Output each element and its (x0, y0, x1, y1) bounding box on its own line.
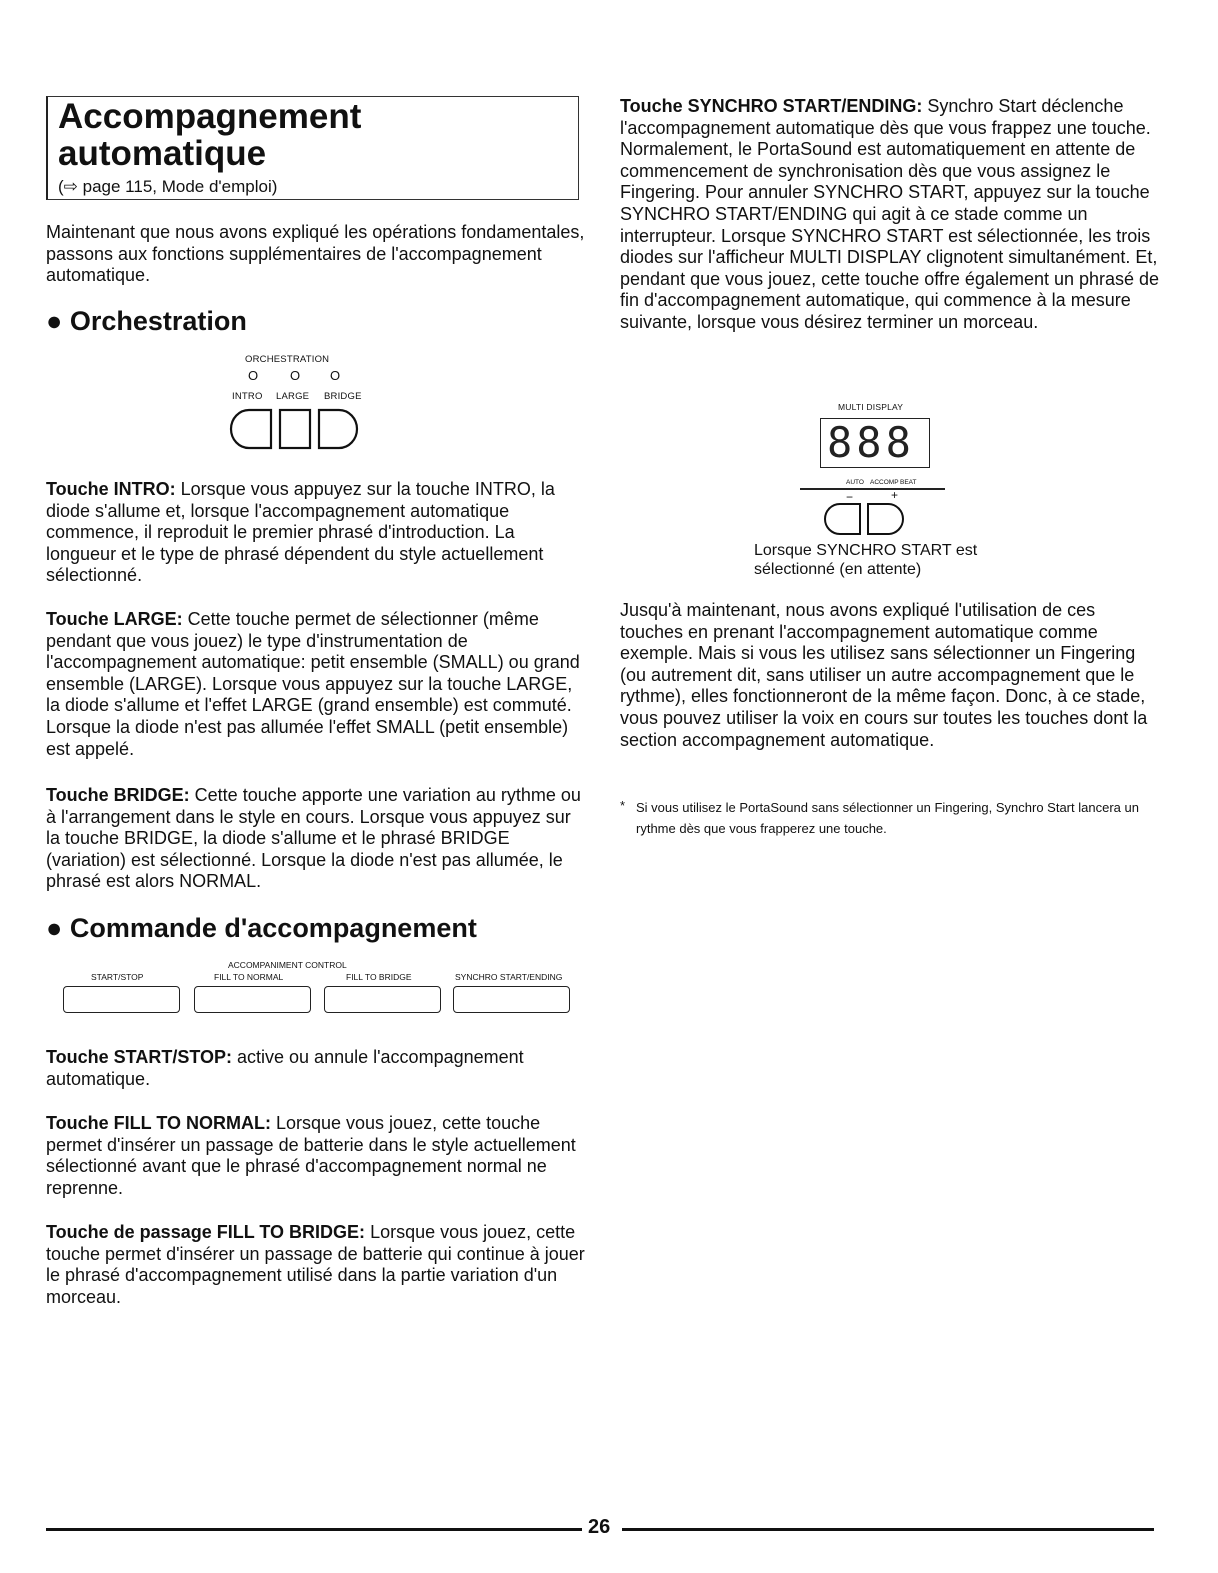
fill-normal-key-text: Lorsque vous jouez, cette touche permet d'insérer un passage de batterie dans le style actuellement sélectionné avant que le phrasé d'accompagnement normal ne reprenne. (46, 1113, 576, 1198)
bullet-icon: ● (46, 913, 63, 943)
orchestration-heading-text: Orchestration (69, 306, 247, 336)
synchro-label: SYNCHRO START/ENDING (455, 972, 563, 982)
display-caption-line-2: sélectionné (en attente) (754, 561, 922, 578)
page-reference: (⇨ page 115, Mode d'emploi) (58, 177, 278, 196)
synchro-key-text: Synchro Start déclenche l'accompagnement automatique dès que vous frappez une touche. Normalement, le PortaSound est automatiquement en attente de commencement de synchronisation dès que vous assignez le Fingering. Pour annuler SYNCHRO START, appuyez sur la touche SYNCHRO START/ENDING qui agit à ce stade comme un interrupteur. Lorsque SYNCHRO START est sélectionnée, les trois diodes sur l'afficheur MULTI DISPLAY clignotent simultanément. Et, pendant que vous jouez, cette touche offre également un phrasé de fin d'accompagnement automatique, qui commence à la mesure suivante, lorsque vous désirez terminer un morceau. (620, 96, 1160, 332)
intro-key-label: Touche INTRO: (46, 479, 176, 499)
bridge-button[interactable] (319, 410, 357, 448)
synchro-start-ending-button[interactable] (453, 986, 570, 1013)
multi-display-screen (820, 418, 930, 468)
fill-bridge-key-text: Lorsque vous jouez, cette touche permet d'insérer un passage de batterie qui continue à jouer le phrasé d'accompagnement utilisé dans la partie variation d'un morceau. (46, 1222, 585, 1307)
synchro-key-label: Touche SYNCHRO START/ENDING: (620, 96, 923, 116)
fill-bridge-paragraph (46, 1222, 586, 1308)
page-number: 26 (588, 1516, 611, 1538)
orchestration-panel-label: ORCHESTRATION (245, 354, 330, 365)
led-large: O (290, 368, 301, 383)
fill-normal-key-label: Touche FILL TO NORMAL: (46, 1113, 271, 1133)
orchestration-heading (46, 306, 247, 337)
large-button[interactable] (280, 410, 310, 448)
bridge-button-label: BRIDGE (324, 391, 362, 402)
led-bridge: O (330, 368, 341, 383)
start-stop-key-text: active ou annule l'accompagnement automatique. (46, 1047, 524, 1089)
large-key-text: Cette touche permet de sélectionner (même pendant que vous jouez) le type d'instrumentation de l'accompagnement automatique: petit ensemble (SMALL) ou grand ensemble (LARGE). Lorsque vous appuyez sur la touche LARGE, la diode s'allume et l'effet LARGE (grand ensemble) est commuté. Lorsque la diode n'est pas allumée l'effet SMALL (petit ensemble) est appelé. (46, 609, 580, 759)
footer-rule-left (46, 1528, 582, 1531)
bridge-key-text: Cette touche apporte une variation au rythme ou à l'arrangement dans le style en cours. Lorsque vous appuyez sur la touche BRIDGE, la diode s'allume et le phrasé BRIDGE (variation) est sélectionné. Lorsque la diode n'est pas allumée, le phrasé est alors NORMAL. (46, 785, 581, 892)
title-line-2: automatique (58, 134, 267, 173)
intro-key-text: Lorsque vous appuyez sur la touche INTRO, la diode s'allume et, lorsque l'accompagnement automatique commence, il reproduit le premier phrasé d'introduction. La longueur et le type de phrasé dépendent du style actuellement sélectionné. (46, 479, 555, 586)
start-stop-label: START/STOP (91, 972, 144, 982)
fill-to-bridge-button[interactable] (324, 986, 441, 1013)
footer-rule-right (622, 1528, 1154, 1531)
display-caption (754, 541, 977, 579)
large-button-label: LARGE (276, 391, 310, 402)
display-digits (827, 419, 915, 467)
fill-to-normal-button[interactable] (194, 986, 311, 1013)
intro-key-paragraph (46, 479, 586, 587)
display-digit-3: 8 (885, 418, 915, 467)
start-stop-paragraph (46, 1047, 586, 1090)
accomp-label: ACCOMP (870, 479, 899, 486)
display-digit-2: 8 (856, 418, 886, 467)
fill-normal-paragraph (46, 1113, 586, 1199)
beat-label: BEAT (900, 479, 917, 486)
fill-bridge-key-label: Touche de passage FILL TO BRIDGE: (46, 1222, 366, 1242)
page-title (58, 98, 361, 172)
display-digit-1: 8 (827, 418, 857, 467)
led-intro: O (248, 368, 259, 383)
footnote (620, 797, 1160, 839)
auto-label: AUTO (846, 479, 864, 486)
start-stop-button[interactable] (63, 986, 180, 1013)
large-key-label: Touche LARGE: (46, 609, 183, 629)
large-key-paragraph (46, 609, 586, 760)
minus-button[interactable] (825, 504, 860, 534)
intro-button-label: INTRO (232, 391, 263, 402)
accompaniment-control-panel (60, 960, 580, 1020)
minus-label: − (846, 490, 854, 504)
plus-label: + (891, 488, 899, 502)
orchestration-buttons-svg (227, 406, 367, 452)
synchro-paragraph (620, 96, 1160, 334)
bridge-key-paragraph (46, 785, 586, 893)
bullet-icon: ● (46, 306, 63, 336)
display-divider (800, 488, 945, 490)
outro-paragraph: Jusqu'à maintenant, nous avons expliqué l'utilisation de ces touches en prenant l'accompagnement automatique comme exemple. Mais si vous les utilisez sans sélectionner un Fingering (ou autrement dit, sans utiliser un autre accompagnement que le rythme), elles fonctionneront de la même façon. Donc, à ce stade, vous pouvez utiliser la voix en cours sur toutes les touches dont la section accompagnement automatique. (620, 600, 1148, 750)
accompaniment-control-label: ACCOMPANIMENT CONTROL (228, 960, 347, 970)
plus-button[interactable] (868, 504, 903, 534)
multi-display-label: MULTI DISPLAY (838, 402, 904, 412)
multi-display-panel (800, 398, 960, 538)
orchestration-panel (225, 350, 395, 460)
fill-bridge-label: FILL TO BRIDGE (346, 972, 412, 982)
commande-heading-text: Commande d'accompagnement (69, 913, 477, 943)
tempo-buttons-svg (818, 501, 928, 537)
start-stop-key-label: Touche START/STOP: (46, 1047, 233, 1067)
commande-heading (46, 913, 477, 944)
title-line-1: Accompagnement (58, 97, 362, 136)
footnote-text: Si vous utilisez le PortaSound sans sélectionner un Fingering, Synchro Start lancera un rythme dès que vous frapperez une touche. (636, 800, 1139, 836)
fill-normal-label: FILL TO NORMAL (214, 972, 284, 982)
display-caption-line-1: Lorsque SYNCHRO START est (754, 542, 978, 559)
intro-paragraph: Maintenant que nous avons expliqué les opérations fondamentales, passons aux fonctions supplémentaires de l'accompagnement automatique. (46, 222, 585, 286)
intro-button[interactable] (231, 410, 271, 448)
footnote-bullet: * (620, 798, 626, 813)
bridge-key-label: Touche BRIDGE: (46, 785, 190, 805)
